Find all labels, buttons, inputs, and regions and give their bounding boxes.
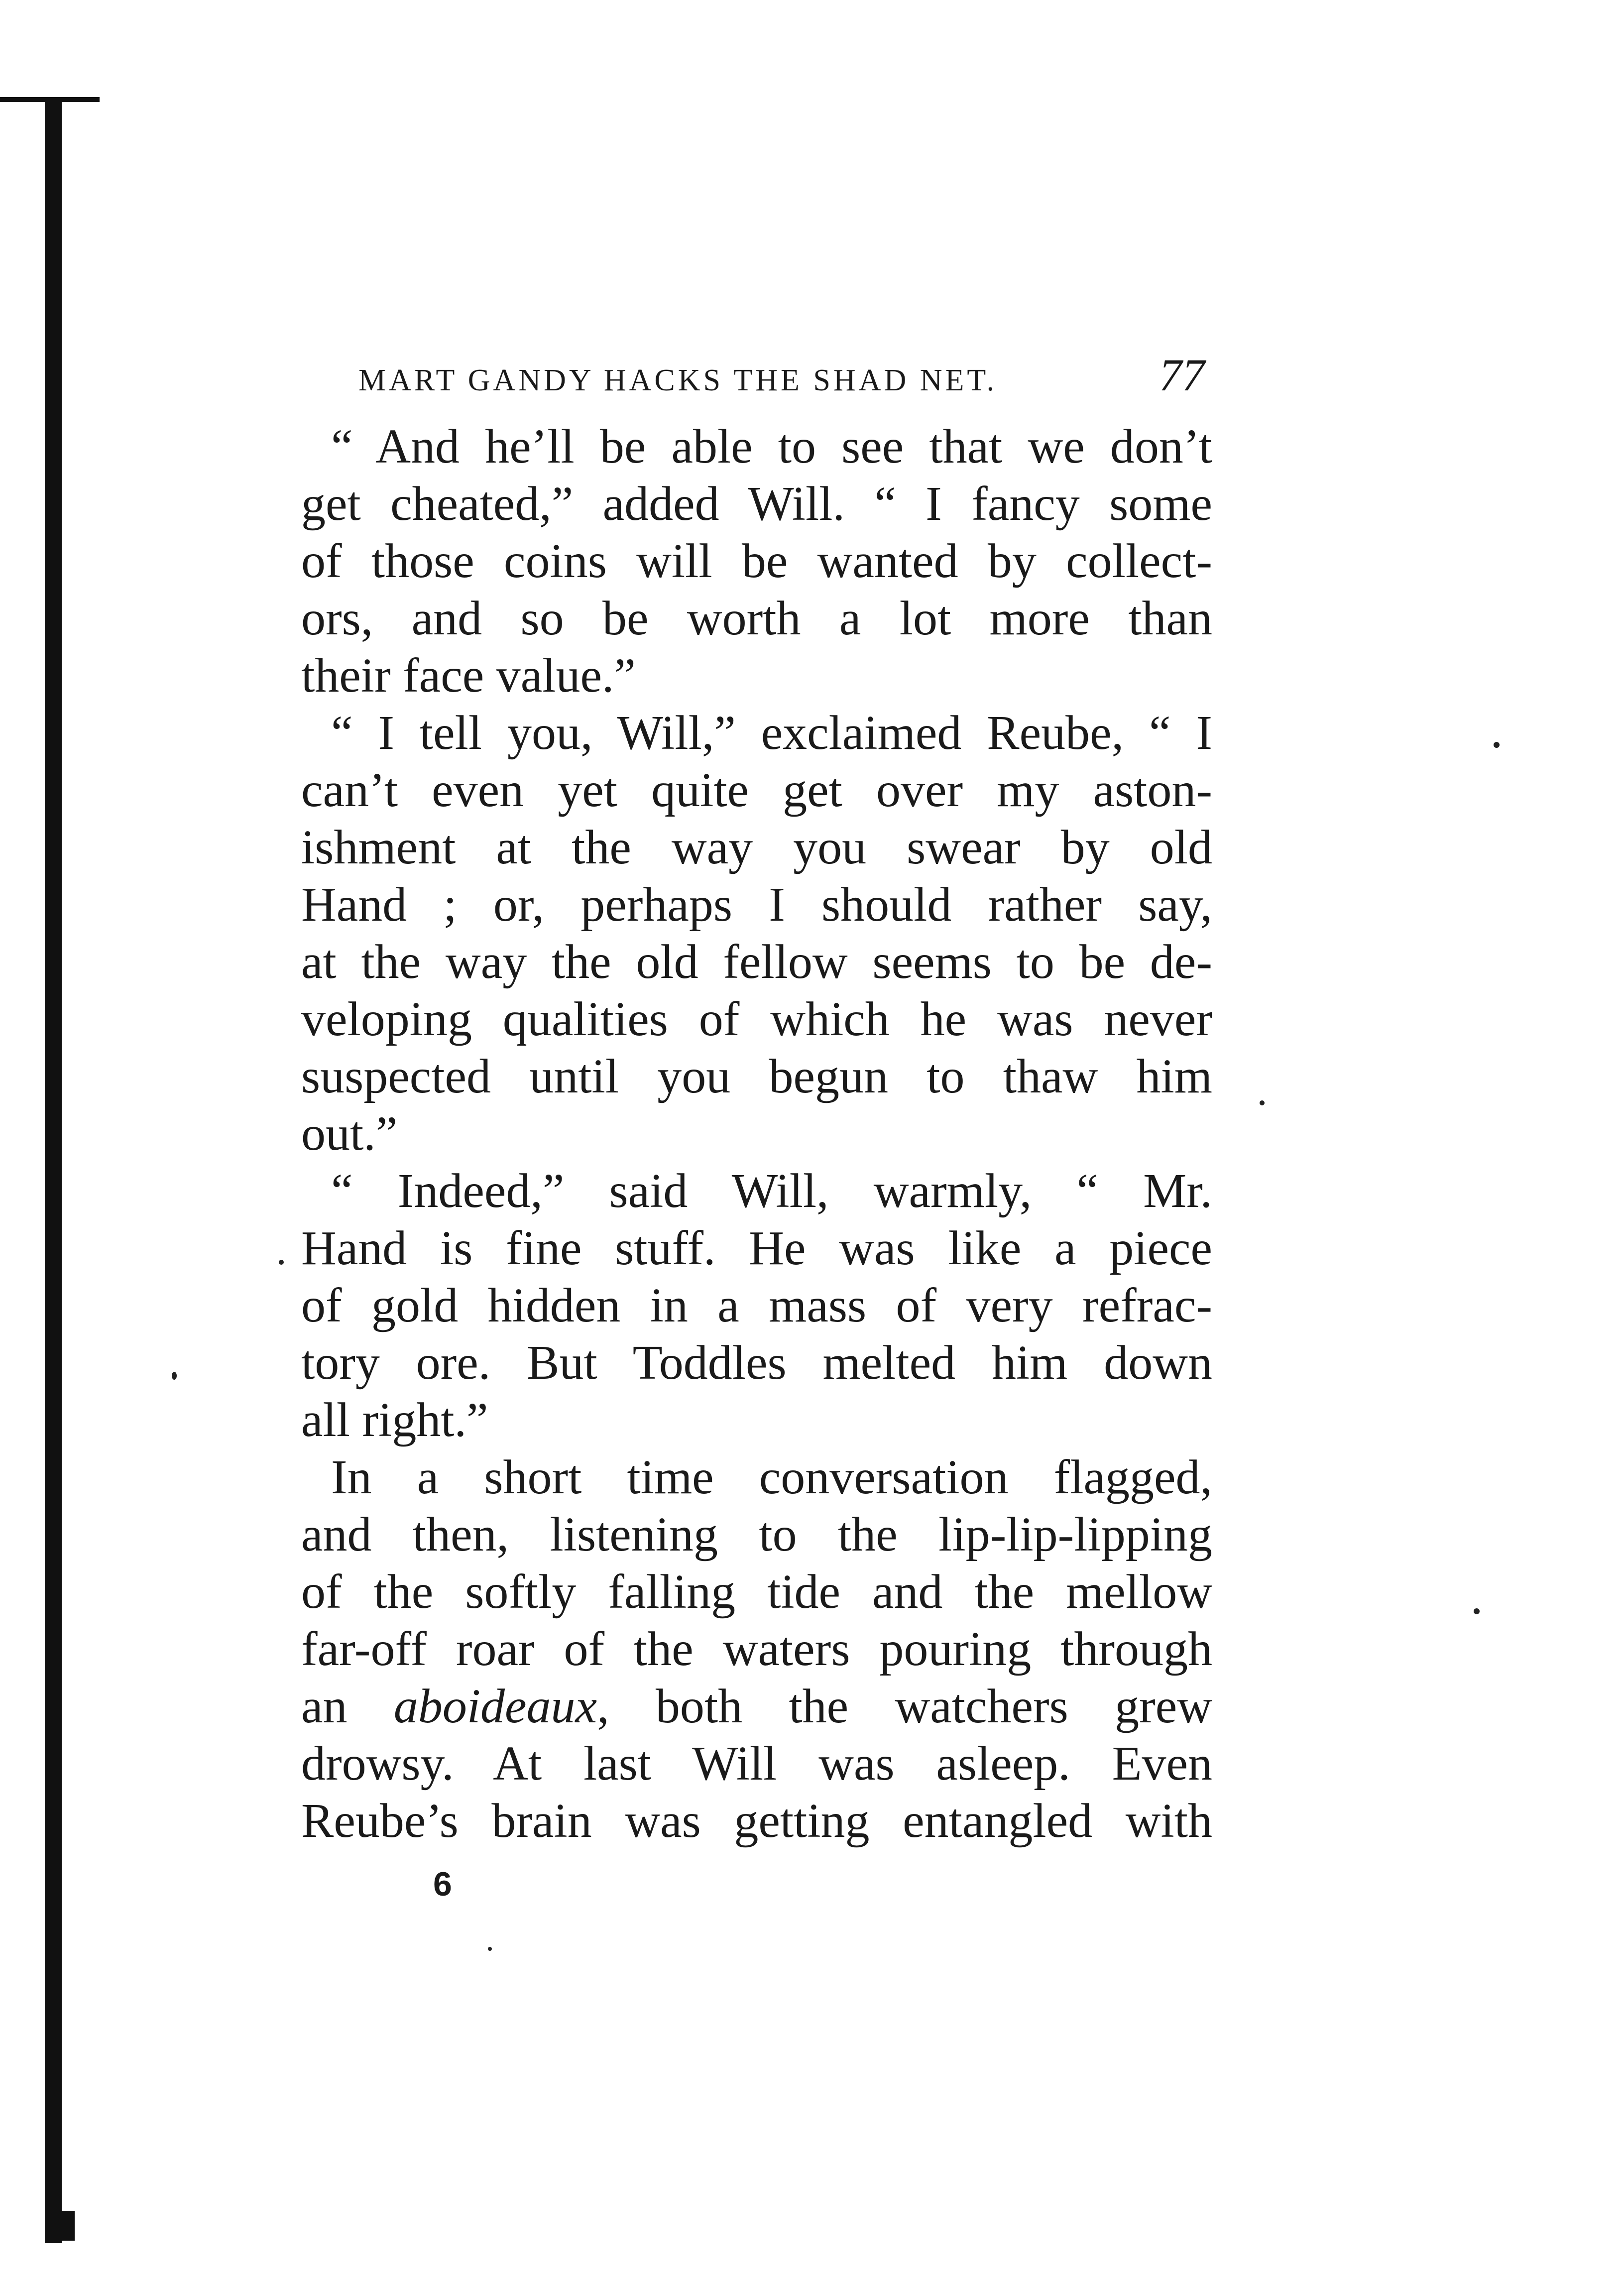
signature-mark: 6 xyxy=(433,1865,452,1903)
text-line: can’t even yet quite get over my aston- xyxy=(301,763,1212,817)
paragraph xyxy=(301,418,1212,705)
text-line: ors, and so be worth a lot more than xyxy=(301,592,1212,645)
text-line: Hand is fine stuff. He was like a piece xyxy=(301,1221,1212,1275)
text-line: Reube’s brain was getting entangled with xyxy=(301,1794,1212,1848)
text-line: ishment at the way you swear by old xyxy=(301,821,1212,874)
paragraph xyxy=(301,705,1212,1163)
text-line: of gold hidden in a mass of very refrac- xyxy=(301,1279,1212,1332)
body-text xyxy=(301,418,1212,1850)
binding-foot xyxy=(45,2211,75,2241)
ink-speck xyxy=(1260,1100,1265,1105)
ink-speck xyxy=(172,1372,177,1380)
text-line: In a short time conversation flagged, xyxy=(331,1450,1212,1504)
running-title: MART GANDY HACKS THE SHAD NET. xyxy=(358,363,998,397)
text-line: of those coins will be wanted by collect- xyxy=(301,534,1212,588)
text-line: veloping qualities of which he was never xyxy=(301,992,1212,1046)
text-line: and then, listening to the lip-lip-lipping xyxy=(301,1508,1212,1561)
ink-speck xyxy=(1494,742,1500,748)
text-line: tory ore. But Toddles melted him down xyxy=(301,1336,1212,1390)
text-line: far-off roar of the waters pouring through xyxy=(301,1622,1212,1676)
text-line: out.” xyxy=(301,1107,398,1161)
text-run: , both the watchers grew xyxy=(597,1680,1212,1733)
text-line: “ And he’ll be able to see that we don’t xyxy=(331,420,1212,474)
text-line: Hand ; or, perhaps I should rather say, xyxy=(301,878,1212,932)
italic-word: aboideaux xyxy=(393,1680,597,1733)
text-line: at the way the old fellow seems to be de- xyxy=(301,935,1212,989)
binding-top-edge xyxy=(0,97,100,102)
text-line: all right.” xyxy=(301,1393,488,1447)
ink-speck xyxy=(488,1947,492,1951)
text-line: “ I tell you, Will,” exclaimed Reube, “ I xyxy=(331,706,1212,760)
text-line xyxy=(301,1678,1212,1735)
text-line: their face value.” xyxy=(301,649,636,703)
ink-speck xyxy=(279,1260,284,1265)
text-line: “ Indeed,” said Will, warmly, “ Mr. xyxy=(331,1164,1212,1218)
paragraph xyxy=(301,1163,1212,1449)
text-line: get cheated,” added Will. “ I fancy some xyxy=(301,477,1212,531)
text-line: suspected until you begun to thaw him xyxy=(301,1050,1212,1103)
running-header xyxy=(358,349,1205,403)
text-line: drowsy. At last Will was asleep. Even xyxy=(301,1737,1212,1791)
text-run: an xyxy=(301,1680,394,1733)
ink-speck xyxy=(1474,1608,1480,1614)
paragraph xyxy=(301,1449,1212,1850)
page-number: 77 xyxy=(1159,350,1205,400)
text-line: of the softly falling tide and the mellow xyxy=(301,1565,1212,1619)
binding-edge xyxy=(45,102,62,2243)
